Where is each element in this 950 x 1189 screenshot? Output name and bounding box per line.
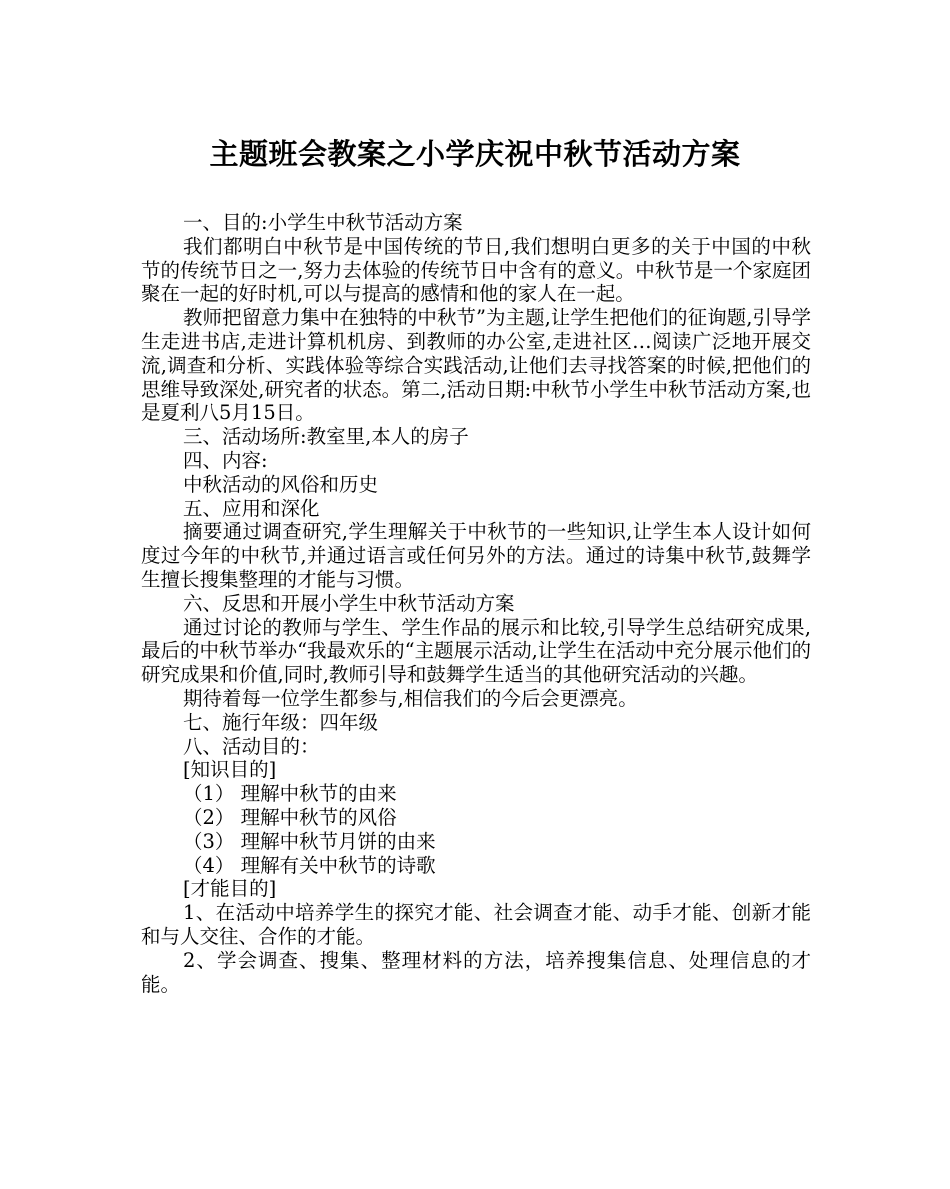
paragraph: 七、施行年级：四年级 (183, 710, 379, 734)
paragraph: 摘要通过调查研究,学生理解关于中秋节的一些知识,让学生本人设计如何度过今年的中秋节,并通过语言或任何另外的方法。通过的诗集中秋节,鼓舞学生擅长搜集整理的才能与习惯。 (141, 520, 811, 591)
paragraph: [才能目的] (183, 877, 277, 901)
paragraph: 期待着每一位学生都参与,相信我们的今后会更漂亮。 (183, 686, 638, 710)
paragraph: 中秋活动的风俗和历史 (183, 472, 379, 496)
paragraph: 教师把留意力集中在独特的中秋节”为主题,让学生把他们的征询题,引导学生走进书店,走进计算机机房、到教师的办公室,走进社区…阅读广泛地开展交流,调查和分析、实践体验等综合实践活动,让他们去寻找答案的时候,把他们的思维导致深处,研究者的状态。第二,活动日期:中秋节小学生中秋节活动方案,也是夏利八5月15日。 (141, 306, 811, 425)
paragraph: [知识目的] (183, 758, 277, 782)
paragraph: 2、学会调查、搜集、整理材料的方法，培养搜集信息、处理信息的才能。 (141, 948, 811, 996)
list-item: （1） 理解中秋节的由来 (183, 782, 397, 806)
paragraph: 通过讨论的教师与学生、学生作品的展示和比较,引导学生总结研究成果,最后的中秋节举办“我最欢乐的“主题展示活动,让学生在活动中充分展示他们的研究成果和价值,同时,教师引导和鼓舞学生适当的其他研究活动的兴趣。 (141, 615, 811, 687)
paragraph: 四、内容: (183, 448, 268, 472)
paragraph: 三、活动场所:教室里,本人的房子 (183, 425, 469, 449)
paragraph: 五、应用和深化 (183, 496, 320, 520)
list-item: （3） 理解中秋节月饼的由来 (183, 829, 436, 853)
paragraph: 1、在活动中培养学生的探究才能、社会调查才能、动手才能、创新才能和与人交往、合作的才能。 (141, 901, 811, 948)
document-body (141, 211, 811, 996)
paragraph: 八、活动目的： (183, 734, 320, 758)
paragraph: 一、目的:小学生中秋节活动方案 (183, 211, 463, 234)
list-item: （4） 理解有关中秋节的诗歌 (183, 853, 436, 877)
list-item: （2） 理解中秋节的风俗 (183, 805, 397, 829)
document-title: 主题班会教案之小学庆祝中秋节活动方案 (209, 137, 741, 171)
paragraph: 我们都明白中秋节是中国传统的节日,我们想明白更多的关于中国的中秋节的传统节日之一,努力去体验的传统节日中含有的意义。中秋节是一个家庭团聚在一起的好时机,可以与提高的感情和他的家人在一起。 (141, 234, 811, 306)
paragraph: 六、反思和开展小学生中秋节活动方案 (183, 591, 515, 615)
